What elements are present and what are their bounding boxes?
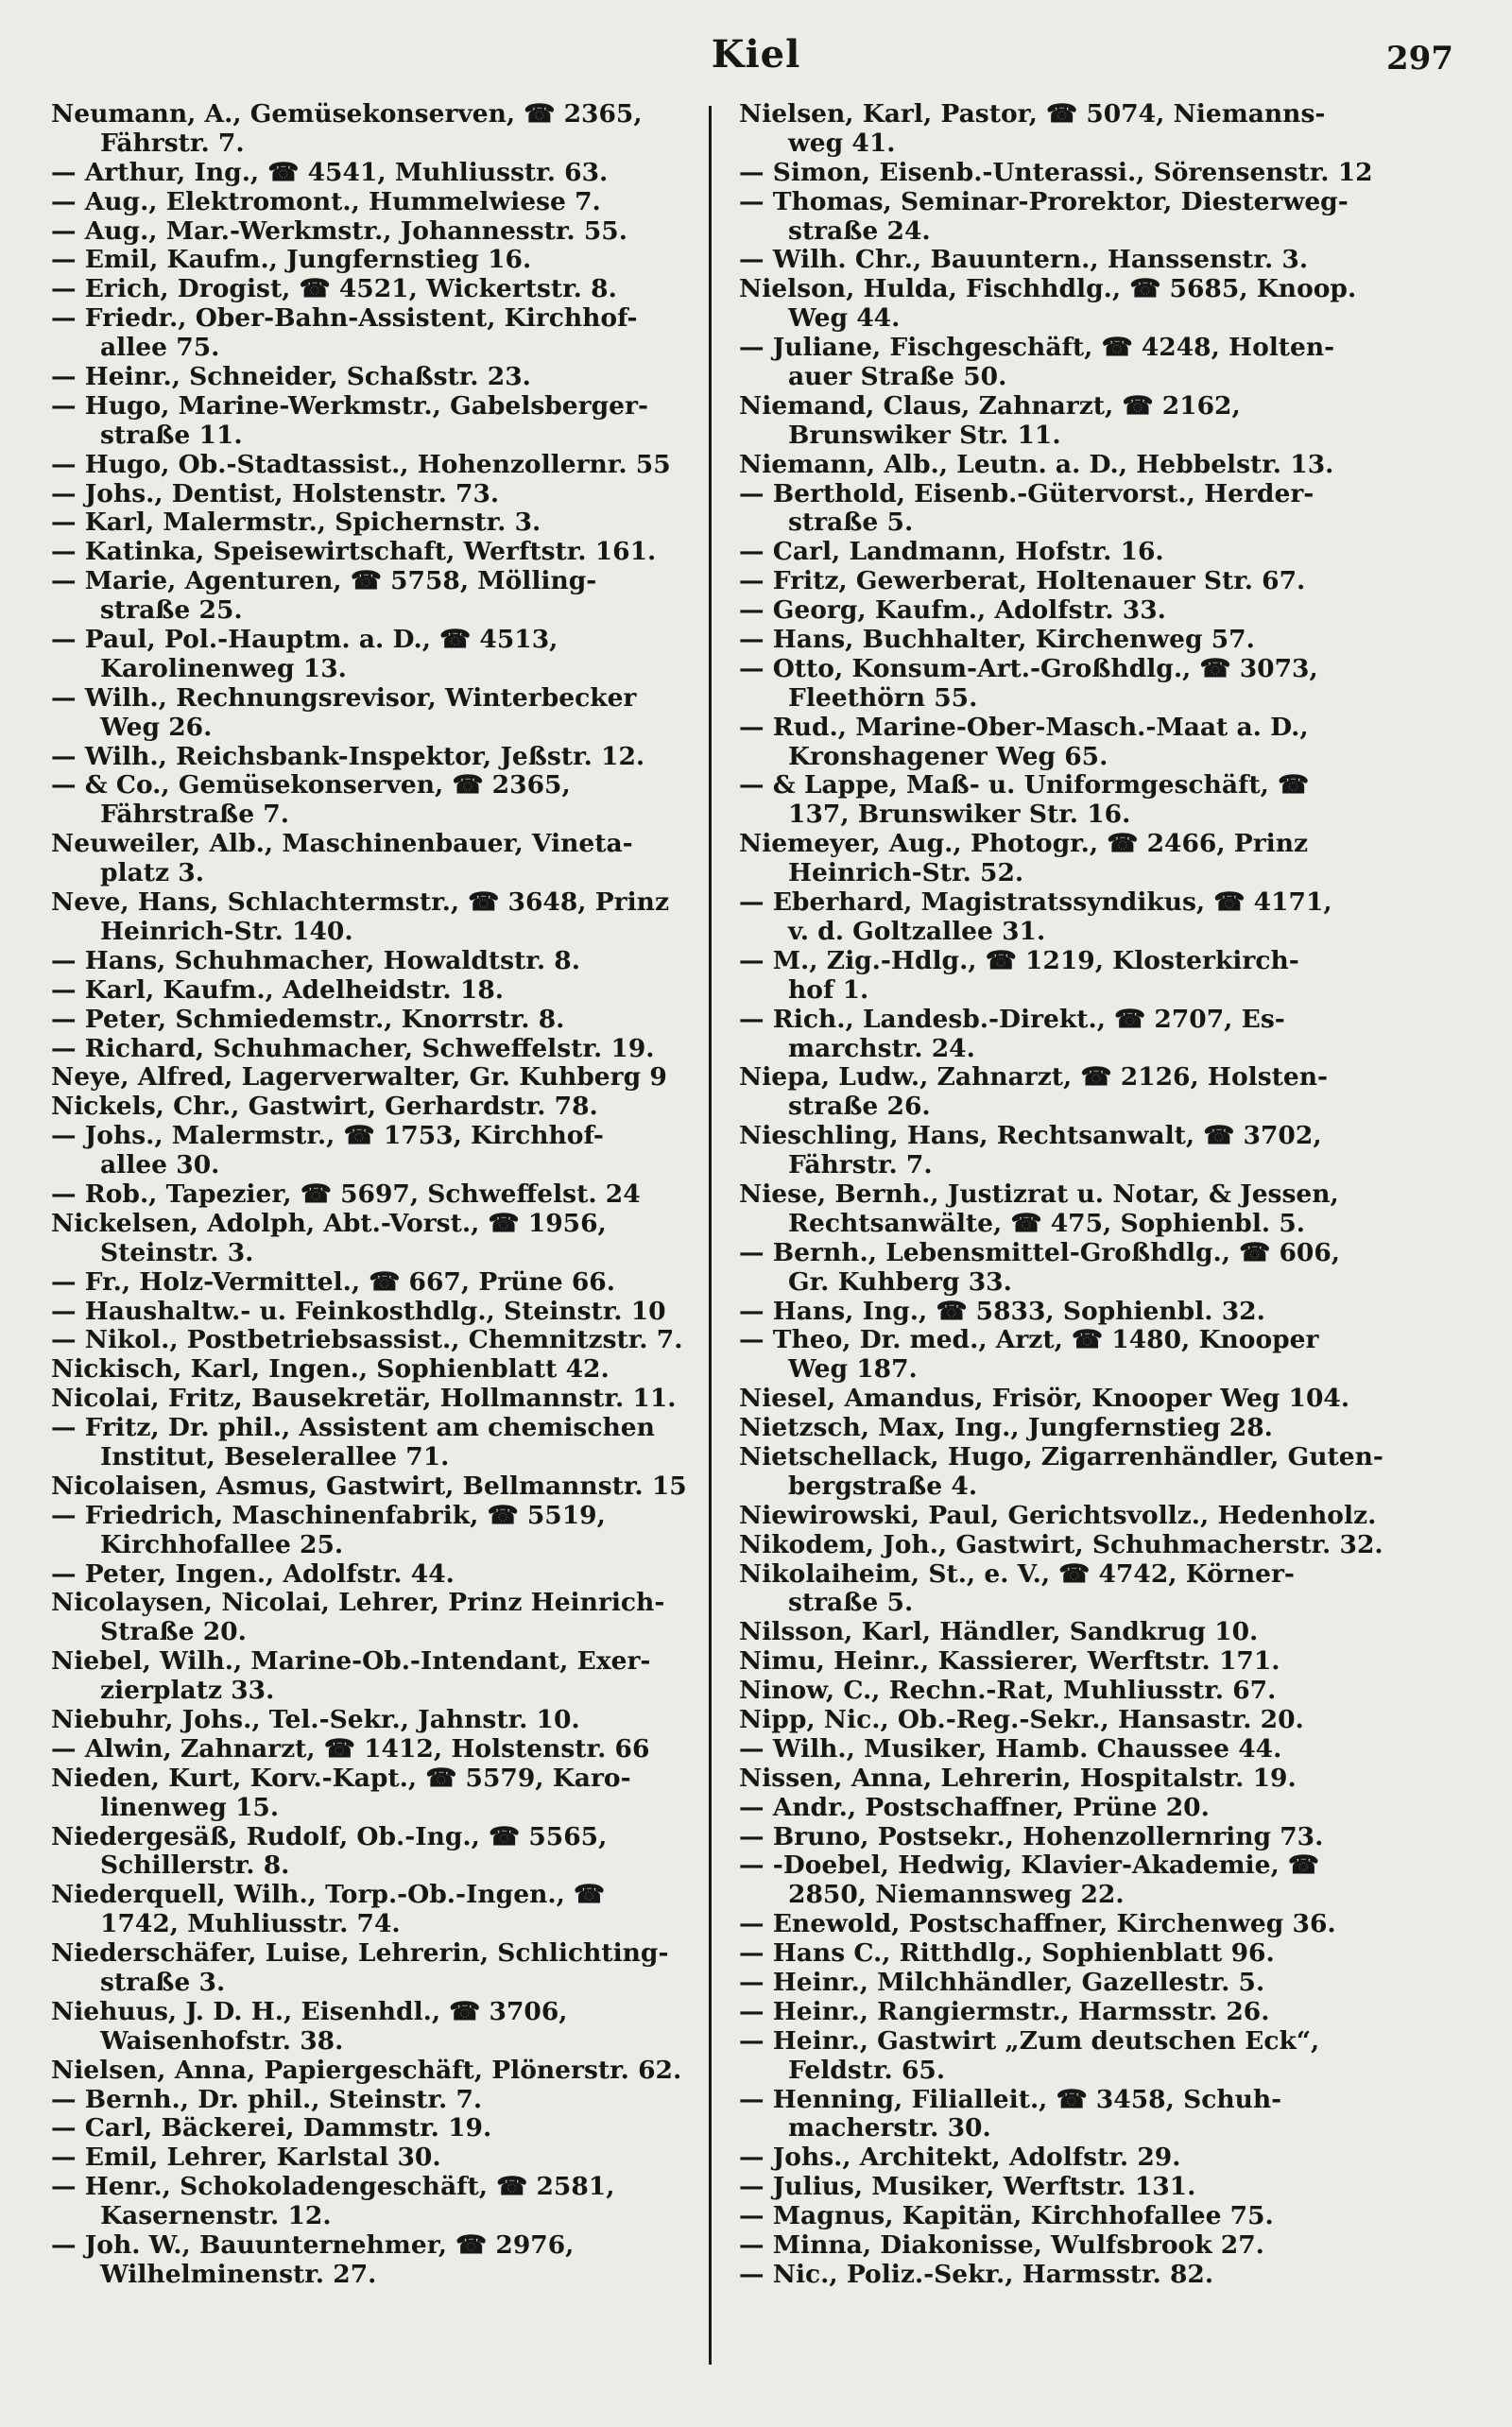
directory-entry-line: — Heinr., Gastwirt „Zum deutschen Eck“, (739, 2026, 1320, 2056)
directory-entry-line: Nieden, Kurt, Korv.-Kapt., ☎ 5579, Karo- (51, 1764, 631, 1793)
entry-continuation-line: Weg 187. (788, 1355, 918, 1385)
directory-entry-line: — Heinr., Schneider, Schaßstr. 23. (51, 363, 531, 392)
directory-entry-line: Nickels, Chr., Gastwirt, Gerhardstr. 78. (51, 1093, 598, 1122)
entry-continuation-line: platz 3. (100, 859, 204, 888)
directory-entry-line: Niemand, Claus, Zahnarzt, ☎ 2162, (739, 391, 1241, 421)
directory-entry-line: — Haushaltw.- u. Feinkosthdlg., Steinstr. 10 (51, 1297, 666, 1326)
entry-continuation-line: zierplatz 33. (100, 1677, 275, 1706)
directory-entry-line: Nikodem, Joh., Gastwirt, Schuhmacherstr. 32. (739, 1530, 1383, 1559)
directory-entry-line: — Enewold, Postschaffner, Kirchenweg 36. (739, 1910, 1336, 1939)
directory-entry-line: Nimu, Heinr., Kassierer, Werftstr. 171. (739, 1647, 1280, 1677)
directory-entry-line: — -Doebel, Hedwig, Klavier-Akademie, ☎ (739, 1851, 1319, 1881)
directory-entry-line: Nielsen, Anna, Papiergeschäft, Plönerstr. 62. (51, 2056, 682, 2085)
directory-entry-line: Nissen, Anna, Lehrerin, Hospitalstr. 19. (739, 1764, 1297, 1793)
directory-entry-line: — Paul, Pol.-Hauptm. a. D., ☎ 4513, (51, 626, 558, 655)
directory-entry-line: Niehuus, J. D. H., Eisenhdl., ☎ 3706, (51, 1997, 568, 2026)
directory-entry-line: Nickisch, Karl, Ingen., Sophienblatt 42. (51, 1355, 610, 1385)
entry-continuation-line: weg 41. (788, 129, 896, 158)
directory-entry-line: — Hans C., Ritthdlg., Sophienblatt 96. (739, 1939, 1275, 1969)
directory-entry-line: — Marie, Agenturen, ☎ 5758, Mölling- (51, 567, 597, 596)
directory-entry-line: Niese, Bernh., Justizrat u. Notar, & Jessen, (739, 1179, 1339, 1209)
entry-continuation-line: straße 5. (788, 508, 914, 538)
directory-entry-line: Nicolaisen, Asmus, Gastwirt, Bellmannstr. 15 (51, 1472, 687, 1501)
entry-continuation-line: Weg 26. (100, 713, 213, 742)
directory-entry-line: — Wilh., Reichsbank-Inspektor, Jeßstr. 12. (51, 742, 645, 771)
right-column (739, 100, 1393, 2387)
directory-entry-line: — Joh. W., Bauunternehmer, ☎ 2976, (51, 2231, 575, 2261)
directory-entry-line: — Johs., Malermstr., ☎ 1753, Kirchhof- (51, 1122, 604, 1151)
directory-entry-line: Niewirowski, Paul, Gerichtsvollz., Hedenholz. (739, 1501, 1377, 1530)
directory-entry-line: Nicolaysen, Nicolai, Lehrer, Prinz Heinrich- (51, 1589, 665, 1618)
entry-continuation-line: Waisenhofstr. 38. (100, 2026, 344, 2056)
entry-continuation-line: Heinrich-Str. 140. (100, 917, 353, 946)
directory-entry-line: — Emil, Lehrer, Karlstal 30. (51, 2143, 441, 2173)
directory-entry-line: Niemeyer, Aug., Photogr., ☎ 2466, Prinz (739, 830, 1309, 859)
page-header (0, 26, 1512, 83)
directory-entry-line: Niesel, Amandus, Frisör, Knooper Weg 104. (739, 1385, 1350, 1414)
directory-entry-line: — Rich., Landesb.-Direkt., ☎ 2707, Es- (739, 1005, 1285, 1034)
entry-continuation-line: hof 1. (788, 975, 869, 1005)
directory-entry-line: Nielsen, Karl, Pastor, ☎ 5074, Niemanns- (739, 100, 1326, 129)
page-title: Kiel (711, 32, 801, 77)
directory-entry-line: Niepa, Ludw., Zahnarzt, ☎ 2126, Holsten- (739, 1063, 1328, 1093)
entry-continuation-line: marchstr. 24. (788, 1034, 975, 1063)
directory-entry-line: — Thomas, Seminar-Prorektor, Diesterweg- (739, 187, 1349, 216)
directory-entry-line: — Erich, Drogist, ☎ 4521, Wickertstr. 8. (51, 275, 617, 304)
directory-entry-line: — Aug., Mar.-Werkmstr., Johannesstr. 55. (51, 216, 627, 246)
directory-entry-line: — Henning, Filialleit., ☎ 3458, Schuh- (739, 2085, 1282, 2114)
directory-entry-line: — Emil, Kaufm., Jungfernstieg 16. (51, 246, 532, 275)
directory-entry-line: — Hans, Schuhmacher, Howaldtstr. 8. (51, 946, 580, 975)
directory-entry-line: — Hugo, Ob.-Stadtassist., Hohenzollernr. 55 (51, 450, 671, 479)
entry-continuation-line: straße 25. (100, 596, 243, 626)
entry-continuation-line: straße 26. (788, 1093, 931, 1122)
directory-entry-line: Niebel, Wilh., Marine-Ob.-Intendant, Exer- (51, 1647, 651, 1677)
entry-continuation-line: Gr. Kuhberg 33. (788, 1267, 1012, 1297)
directory-entry-line: — Karl, Malermstr., Spichernstr. 3. (51, 508, 541, 538)
entry-continuation-line: Institut, Beselerallee 71. (100, 1442, 450, 1472)
directory-entry-line: — Andr., Postschaffner, Prüne 20. (739, 1793, 1210, 1822)
directory-entry-line: Nicolai, Fritz, Bausekretär, Hollmannstr. 11. (51, 1385, 677, 1414)
entry-continuation-line: Brunswiker Str. 11. (788, 421, 1061, 450)
entry-continuation-line: Kirchhofallee 25. (100, 1530, 344, 1559)
entry-continuation-line: allee 30. (100, 1151, 220, 1180)
directory-entry-line: — Fritz, Gewerberat, Holtenauer Str. 67. (739, 567, 1306, 596)
entry-continuation-line: straße 24. (788, 216, 931, 246)
entry-continuation-line: Fleethörn 55. (788, 683, 978, 713)
directory-entry-line: — Aug., Elektromont., Hummelwiese 7. (51, 187, 601, 216)
directory-entry-line: Nipp, Nic., Ob.-Reg.-Sekr., Hansastr. 20. (739, 1705, 1304, 1734)
entry-continuation-line: Kasernenstr. 12. (100, 2202, 332, 2231)
directory-entry-line: — Bernh., Dr. phil., Steinstr. 7. (51, 2085, 483, 2114)
left-column (51, 100, 703, 2387)
directory-entry-line: Neye, Alfred, Lagerverwalter, Gr. Kuhberg 9 (51, 1063, 667, 1093)
directory-entry-line: Niedergesäß, Rudolf, Ob.-Ing., ☎ 5565, (51, 1822, 608, 1851)
entry-continuation-line: 137, Brunswiker Str. 16. (788, 800, 1131, 830)
directory-entry-line: — Eberhard, Magistratssyndikus, ☎ 4171, (739, 888, 1332, 918)
directory-entry-line: — Berthold, Eisenb.-Gütervorst., Herder- (739, 479, 1314, 508)
directory-entry-line: Nietzsch, Max, Ing., Jungfernstieg 28. (739, 1414, 1273, 1443)
directory-entry-line: — Henr., Schokoladengeschäft, ☎ 2581, (51, 2173, 615, 2202)
directory-entry-line: Niederquell, Wilh., Torp.-Ob.-Ingen., ☎ (51, 1881, 606, 1910)
entry-continuation-line: v. d. Goltzallee 31. (788, 917, 1046, 946)
directory-entry-line: — Nic., Poliz.-Sekr., Harmsstr. 82. (739, 2260, 1214, 2289)
entry-continuation-line: Fährstr. 7. (788, 1151, 933, 1180)
entry-continuation-line: straße 3. (100, 1969, 226, 1997)
directory-entry-line: — Heinr., Milchhändler, Gazellestr. 5. (739, 1969, 1265, 1997)
directory-entry-line: — Minna, Diakonisse, Wulfsbrook 27. (739, 2231, 1264, 2261)
directory-entry-line: Niemann, Alb., Leutn. a. D., Hebbelstr. 13. (739, 450, 1334, 479)
directory-entry-line: Niederschäfer, Luise, Lehrerin, Schlichting- (51, 1939, 669, 1969)
entry-continuation-line: auer Straße 50. (788, 363, 1007, 392)
directory-entry-line: — Heinr., Rangiermstr., Harmsstr. 26. (739, 1997, 1270, 2026)
directory-entry-line: — Rob., Tapezier, ☎ 5697, Schweffelst. 24 (51, 1179, 641, 1209)
directory-entry-line: — Bernh., Lebensmittel-Großhdlg., ☎ 606, (739, 1238, 1340, 1267)
directory-entry-line: — Julius, Musiker, Werftstr. 131. (739, 2173, 1196, 2202)
directory-entry-line: — Peter, Ingen., Adolfstr. 44. (51, 1559, 455, 1589)
directory-entry-line: Neumann, A., Gemüsekonserven, ☎ 2365, (51, 100, 643, 129)
directory-entry-line: Nilsson, Karl, Händler, Sandkrug 10. (739, 1618, 1259, 1647)
entry-continuation-line: 2850, Niemannsweg 22. (788, 1881, 1125, 1910)
entry-continuation-line: Wilhelminenstr. 27. (100, 2260, 377, 2289)
directory-entry-line: — Johs., Dentist, Holstenstr. 73. (51, 479, 500, 508)
directory-entry-line: — Karl, Kaufm., Adelheidstr. 18. (51, 975, 504, 1005)
entry-continuation-line: Karolinenweg 13. (100, 654, 347, 683)
directory-entry-line: — Wilh., Rechnungsrevisor, Winterbecker (51, 683, 637, 713)
directory-entry-line: Nielson, Hulda, Fischhdlg., ☎ 5685, Knoop. (739, 275, 1357, 304)
directory-entry-line: — Magnus, Kapitän, Kirchhofallee 75. (739, 2202, 1274, 2231)
directory-entry-line: — Katinka, Speisewirtschaft, Werftstr. 161. (51, 538, 657, 567)
entry-continuation-line: Schillerstr. 8. (100, 1851, 290, 1881)
entry-continuation-line: Kronshagener Weg 65. (788, 742, 1108, 771)
directory-entry-line: — Friedr., Ober-Bahn-Assistent, Kirchhof- (51, 304, 638, 334)
entry-continuation-line: Weg 44. (788, 304, 901, 334)
directory-entry-line: — Hans, Ing., ☎ 5833, Sophienbl. 32. (739, 1297, 1265, 1326)
entry-continuation-line: straße 5. (788, 1589, 914, 1618)
directory-entry-line: Ninow, C., Rechn.-Rat, Muhliusstr. 67. (739, 1677, 1277, 1706)
directory-entry-line: — Fritz, Dr. phil., Assistent am chemischen (51, 1414, 655, 1443)
directory-entry-line: — Juliane, Fischgeschäft, ☎ 4248, Holten- (739, 334, 1335, 363)
directory-entry-line: — Fr., Holz-Vermittel., ☎ 667, Prüne 66. (51, 1267, 615, 1297)
page-number: 297 (1386, 40, 1453, 77)
entry-continuation-line: straße 11. (100, 421, 243, 450)
directory-entry-line: — Simon, Eisenb.-Unterassi., Sörensenstr. 12 (739, 158, 1373, 187)
directory-entry-line: — Carl, Bäckerei, Dammstr. 19. (51, 2114, 492, 2143)
directory-entry-line: — Hans, Buchhalter, Kirchenweg 57. (739, 626, 1255, 655)
entry-continuation-line: Feldstr. 65. (788, 2056, 946, 2085)
entry-continuation-line: macherstr. 30. (788, 2114, 991, 2143)
directory-entry-line: — Georg, Kaufm., Adolfstr. 33. (739, 596, 1166, 626)
directory-entry-line: — Peter, Schmiedemstr., Knorrstr. 8. (51, 1005, 565, 1034)
directory-entry-line: — Alwin, Zahnarzt, ☎ 1412, Holstenstr. 66 (51, 1734, 650, 1764)
directory-entry-line: — Wilh. Chr., Bauuntern., Hanssenstr. 3. (739, 246, 1309, 275)
directory-entry-line: — Hugo, Marine-Werkmstr., Gabelsberger- (51, 391, 648, 421)
directory-entry-line: — M., Zig.-Hdlg., ☎ 1219, Klosterkirch- (739, 946, 1299, 975)
entry-continuation-line: linenweg 15. (100, 1793, 280, 1822)
entry-continuation-line: bergstraße 4. (788, 1472, 978, 1501)
entry-continuation-line: 1742, Muhliusstr. 74. (100, 1910, 401, 1939)
directory-entry-line: — Friedrich, Maschinenfabrik, ☎ 5519, (51, 1501, 606, 1530)
entry-continuation-line: Rechtsanwälte, ☎ 475, Sophienbl. 5. (788, 1209, 1306, 1238)
directory-entry-line: Neve, Hans, Schlachtermstr., ☎ 3648, Prinz (51, 888, 669, 918)
directory-entry-line: Nieschling, Hans, Rechtsanwalt, ☎ 3702, (739, 1122, 1322, 1151)
directory-entry-line: Neuweiler, Alb., Maschinenbauer, Vineta- (51, 830, 633, 859)
entry-continuation-line: Fährstraße 7. (100, 800, 289, 830)
directory-entry-line: Nikolaiheim, St., e. V., ☎ 4742, Körner- (739, 1559, 1295, 1589)
directory-entry-line: — Richard, Schuhmacher, Schweffelstr. 19. (51, 1034, 655, 1063)
directory-entry-line: Nietschellack, Hugo, Zigarrenhändler, Guten- (739, 1442, 1383, 1472)
directory-entry-line: — & Lappe, Maß- u. Uniformgeschäft, ☎ (739, 771, 1310, 800)
directory-entry-line: — Bruno, Postsekr., Hohenzollernring 73. (739, 1822, 1324, 1851)
entry-continuation-line: Straße 20. (100, 1618, 247, 1647)
directory-entry-line: — Theo, Dr. med., Arzt, ☎ 1480, Knooper (739, 1326, 1319, 1355)
directory-entry-line: — & Co., Gemüsekonserven, ☎ 2365, (51, 771, 571, 800)
directory-entry-line: — Arthur, Ing., ☎ 4541, Muhliusstr. 63. (51, 158, 609, 187)
directory-entry-line: — Nikol., Postbetriebsassist., Chemnitzstr. 7. (51, 1326, 683, 1355)
directory-entry-line: — Rud., Marine-Ober-Masch.-Maat a. D., (739, 713, 1309, 742)
entry-continuation-line: Heinrich-Str. 52. (788, 859, 1024, 888)
directory-entry-line: Niebuhr, Johs., Tel.-Sekr., Jahnstr. 10. (51, 1705, 580, 1734)
directory-entry-line: — Carl, Landmann, Hofstr. 16. (739, 538, 1164, 567)
directory-entry-line: — Wilh., Musiker, Hamb. Chaussee 44. (739, 1734, 1282, 1764)
entry-continuation-line: Steinstr. 3. (100, 1238, 254, 1267)
directory-entry-line: — Otto, Konsum-Art.-Großhdlg., ☎ 3073, (739, 654, 1318, 683)
directory-entry-line: Nickelsen, Adolph, Abt.-Vorst., ☎ 1956, (51, 1209, 607, 1238)
entry-continuation-line: allee 75. (100, 334, 220, 363)
entry-continuation-line: Fährstr. 7. (100, 129, 245, 158)
directory-entry-line: — Johs., Architekt, Adolfstr. 29. (739, 2143, 1181, 2173)
column-divider (709, 106, 712, 2365)
